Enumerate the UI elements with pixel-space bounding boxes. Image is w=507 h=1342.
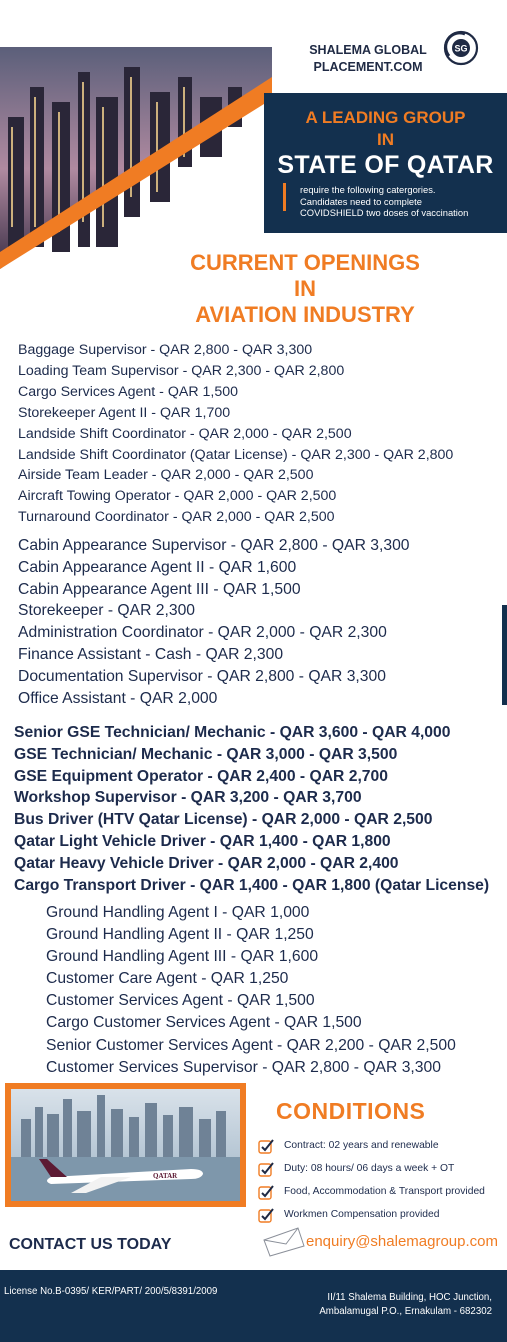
job-item: Storekeeper Agent II - QAR 1,700	[18, 404, 231, 421]
job-item: Cabin Appearance Agent II - QAR 1,600	[18, 558, 297, 576]
airline-livery-text: QATAR	[153, 1172, 178, 1180]
job-item: Customer Services Supervisor - QAR 2,800 - QAR 3,300	[46, 1058, 441, 1076]
job-item: GSE Technician/ Mechanic - QAR 3,000 - QAR 3,500	[14, 745, 398, 763]
contact-heading: CONTACT US TODAY	[9, 1236, 172, 1253]
job-item: Documentation Supervisor - QAR 2,800 - QAR 3,300	[18, 667, 386, 685]
job-item: Senior Customer Services Agent - QAR 2,200 - QAR 2,500	[46, 1036, 456, 1054]
condition-text: Workmen Compensation provided	[284, 1209, 440, 1220]
job-item: Qatar Heavy Vehicle Driver - QAR 2,000 - QAR 2,400	[14, 854, 399, 872]
job-item: Ground Handling Agent II - QAR 1,250	[46, 926, 314, 944]
job-item: Finance Assistant - Cash - QAR 2,300	[18, 645, 284, 663]
logo-monogram: SG	[454, 43, 468, 54]
lead-line-2: IN	[377, 130, 394, 149]
job-item: Ground Handling Agent III - QAR 1,600	[46, 948, 319, 966]
envelope-icon	[262, 1226, 306, 1258]
job-item: Landside Shift Coordinator - QAR 2,000 - QAR 2,500	[18, 425, 352, 442]
job-item: GSE Equipment Operator - QAR 2,400 - QAR 2,700	[14, 767, 388, 785]
city-skyline-image	[0, 47, 272, 269]
openings-line-1: CURRENT OPENINGS	[190, 250, 420, 275]
lead-heading	[264, 107, 507, 151]
job-item: Aircraft Towing Operator - QAR 2,000 - QAR 2,500	[18, 488, 337, 505]
job-item: Cargo Customer Services Agent - QAR 1,500	[46, 1014, 362, 1032]
job-item: Baggage Supervisor - QAR 2,800 - QAR 3,300	[18, 342, 313, 358]
job-item: Cabin Appearance Agent III - QAR 1,500	[18, 580, 301, 598]
contact-email-link[interactable]: enquiry@shalemagroup.com	[306, 1233, 498, 1250]
job-group-customer-services	[46, 902, 456, 1079]
address-line-2: Ambalamugal P.O., Ernakulam - 682302	[319, 1305, 492, 1317]
job-item: Senior GSE Technician/ Mechanic - QAR 3,600 - QAR 4,000	[14, 724, 451, 741]
job-item: Storekeeper - QAR 2,300	[18, 602, 196, 620]
job-item: Cargo Services Agent - QAR 1,500	[18, 383, 239, 400]
job-item: Cargo Transport Driver - QAR 1,400 - QAR 1,800 (Qatar License)	[14, 876, 490, 894]
job-group-airport-operations	[18, 340, 453, 528]
job-group-gse-and-drivers	[14, 722, 489, 896]
job-item: Workshop Supervisor - QAR 3,200 - QAR 3,700	[14, 789, 362, 807]
address-line-1: II/11 Shalema Building, HOC Junction,	[327, 1292, 492, 1303]
company-logo	[443, 30, 479, 66]
condition-text: Duty: 08 hours/ 06 days a week + OT	[284, 1163, 455, 1174]
condition-text: Contract: 02 years and renewable	[284, 1140, 439, 1151]
requirement-accent-bar	[283, 183, 286, 211]
requirement-line: COVIDSHIELD two doses of vaccination	[300, 207, 469, 218]
condition-text: Food, Accommodation & Transport provided	[284, 1186, 485, 1197]
job-item: Airside Team Leader - QAR 2,000 - QAR 2,500	[18, 467, 314, 484]
brand-name	[296, 42, 440, 76]
job-item: Ground Handling Agent I - QAR 1,000	[46, 904, 310, 921]
checkmark-icon	[258, 1161, 275, 1178]
requirements-text	[300, 184, 500, 219]
requirement-line: require the following catergories.	[300, 184, 436, 195]
brand-line-1: SHALEMA GLOBAL	[309, 43, 427, 57]
license-number: License No.B-0395/ KER/PART/ 200/5/8391/2009	[4, 1286, 218, 1297]
brand-line-2: PLACEMENT.COM	[313, 60, 423, 74]
openings-line-3: AVIATION INDUSTRY	[195, 302, 415, 327]
state-heading: STATE OF QATAR	[277, 151, 494, 179]
openings-title	[150, 250, 460, 328]
job-item: Customer Services Agent - QAR 1,500	[46, 992, 315, 1010]
job-item: Customer Care Agent - QAR 1,250	[46, 970, 289, 988]
checkmark-icon	[258, 1138, 275, 1155]
job-item: Qatar Light Vehicle Driver - QAR 1,400 - QAR 1,800	[14, 832, 391, 850]
job-item: Loading Team Supervisor - QAR 2,300 - QAR 2,800	[18, 362, 345, 379]
conditions-title: CONDITIONS	[276, 1098, 426, 1124]
side-tab-decoration	[502, 605, 507, 705]
office-address	[280, 1291, 492, 1318]
lead-line-1: A LEADING GROUP	[305, 108, 466, 127]
airplane-skyline-image	[11, 1089, 240, 1201]
job-item: Administration Coordinator - QAR 2,000 - QAR 2,300	[18, 624, 387, 642]
openings-line-2: IN	[294, 276, 316, 301]
job-group-cabin-and-office	[18, 535, 410, 709]
job-item: Landside Shift Coordinator (Qatar License) - QAR 2,300 - QAR 2,800	[18, 446, 454, 463]
checkmark-icon	[258, 1207, 275, 1224]
requirement-line: Candidates need to complete	[300, 195, 422, 207]
job-item: Cabin Appearance Supervisor - QAR 2,800 - QAR 3,300	[18, 537, 410, 554]
job-item: Turnaround Coordinator - QAR 2,000 - QAR 2,500	[18, 509, 335, 526]
job-item: Office Assistant - QAR 2,000	[18, 689, 218, 707]
job-item: Bus Driver (HTV Qatar License) - QAR 2,000 - QAR 2,500	[14, 811, 433, 829]
checkmark-icon	[258, 1184, 275, 1201]
